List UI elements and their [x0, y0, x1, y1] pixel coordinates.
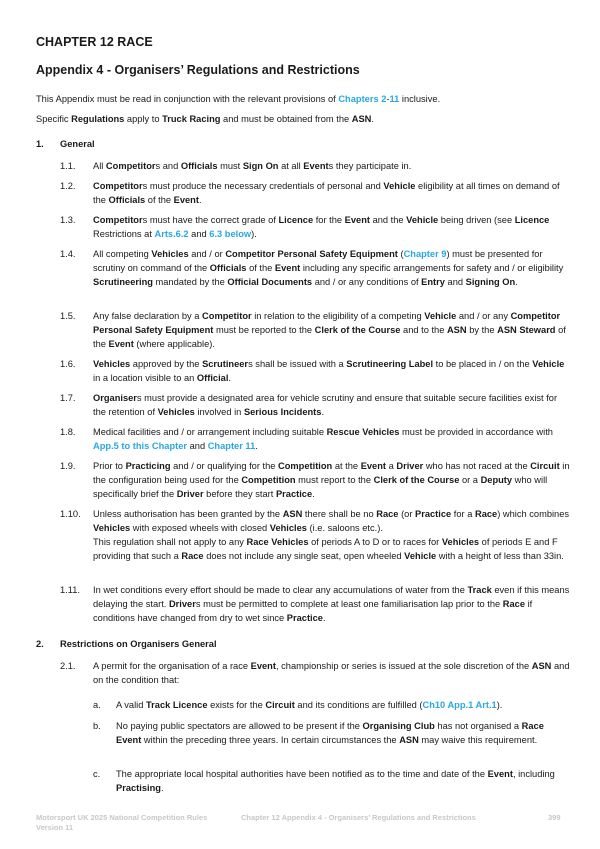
rule-text: Competitors must produce the necessary credentials of personal and Vehicle eligibility at all times on demand of the Officials of the Event. — [93, 181, 560, 205]
rule-text: All competing Vehicles and / or Competitor Personal Safety Equipment (Chapter 9) must be presented for scrutiny on command of the Officials of the Event including any specific arrangements for safety and / or eligibility Scrutineering mandated by the Official Documents and / or any conditions of Entry and Signing On. — [93, 249, 564, 287]
page-number: 399 — [548, 813, 561, 822]
rule-text: Competitors must have the correct grade of Licence for the Event and the Vehicle being driven (see Licence Restrictions at Arts.6.2 and 6.3 below). — [93, 215, 550, 239]
footer-publication — [36, 813, 207, 833]
defined-term: Competitor Personal Safety Equipment — [225, 249, 398, 259]
chapter-heading: CHAPTER 12 RACE — [36, 35, 153, 49]
sub-item-letter: c. — [93, 769, 101, 779]
rule-number: 1.7. — [60, 393, 76, 403]
defined-term: Event — [108, 339, 134, 349]
defined-term: Serious Incidents — [243, 407, 322, 417]
rule-item — [60, 425, 570, 453]
defined-term: Driver — [396, 461, 424, 471]
defined-term: Entry — [421, 277, 445, 287]
defined-term: Event — [303, 161, 329, 171]
defined-term: Scrutineering Label — [346, 359, 434, 369]
defined-term: Officials — [180, 161, 218, 171]
rule-text: All Competitors and Officials must Sign On at all Events they participate in. — [93, 161, 412, 171]
defined-term: Clerk of the Course — [373, 475, 460, 485]
defined-term: Licence — [278, 215, 314, 225]
section-number: 2. — [36, 639, 44, 649]
defined-term: Race — [502, 599, 526, 609]
rule-item — [60, 391, 570, 419]
defined-term: ASN — [446, 325, 467, 335]
defined-term: Circuit — [265, 700, 295, 710]
rule-number: 1.5. — [60, 311, 76, 321]
intro-paragraph: This Appendix must be read in conjunction with the relevant provisions of Chapters 2-11 inclusive. — [36, 94, 441, 104]
intro-paragraph: Specific Regulations apply to Truck Racing and must be obtained from the ASN. — [36, 114, 374, 124]
defined-term: Vehicles — [151, 249, 189, 259]
defined-term: Driver — [176, 489, 204, 499]
defined-term: Organiser — [93, 393, 137, 403]
defined-term: Race — [181, 551, 204, 561]
defined-term: Organising Club — [362, 721, 435, 731]
footer-publication-title: Motorsport UK 2025 National Competition Rules — [36, 813, 208, 822]
defined-term: Clerk of the Course — [314, 325, 401, 335]
rule-item — [60, 459, 570, 501]
defined-term: Practice — [286, 613, 323, 623]
defined-term: Race Event — [116, 721, 544, 745]
sub-item — [93, 698, 570, 712]
defined-term: Competitor Personal Safety Equipment — [93, 311, 561, 335]
defined-term: ASN Steward — [497, 325, 556, 335]
defined-term: Vehicles — [93, 523, 131, 533]
sub-item-letter: a. — [93, 700, 101, 710]
rule-number: 1.11. — [60, 585, 80, 595]
section-title: Restrictions on Organisers General — [60, 639, 217, 649]
defined-term: Vehicle — [383, 181, 416, 191]
sub-item-text: The appropriate local hospital authorities have been notified as to the time and date of the Event, including Practising. — [116, 769, 555, 793]
defined-term: Track Licence — [145, 700, 208, 710]
defined-term: Officials — [209, 263, 247, 273]
defined-term: ASN — [282, 509, 303, 519]
defined-term: Vehicles — [269, 523, 307, 533]
defined-term: Practice — [275, 489, 313, 499]
defined-term: Vehicle — [424, 311, 457, 321]
rule-item — [60, 507, 570, 563]
cross-reference-link[interactable]: 11 — [389, 94, 400, 104]
cross-reference-link[interactable]: 6.3 below — [209, 229, 252, 239]
rule-text: Organisers must provide a designated area for vehicle scrutiny and ensure that suitable secure facilities exist for the retention of Vehicles involved in Serious Incidents. — [93, 393, 558, 417]
section-number: 1. — [36, 139, 44, 149]
defined-term: Vehicles — [157, 407, 195, 417]
defined-term: Vehicle — [404, 551, 437, 561]
rule-text: A permit for the organisation of a race Event, championship or series is issued at the sole discretion of the ASN and on the condition that: — [93, 661, 570, 685]
defined-term: Competition — [241, 475, 296, 485]
rule-number: 1.3. — [60, 215, 76, 225]
rule-text: Unless authorisation has been granted by the ASN there shall be no Race (or Practice for a Race) which combines Vehicles with exposed wheels with closed Vehicles (i.e. saloons etc.). This regulation shall not apply to any Race Vehicles of periods A to D or to races for Vehicles of periods E and F providing that such a Race does not include any single seat, open wheeled Vehicle with a height of less than 33in. — [93, 509, 570, 561]
defined-term: ASN — [351, 114, 372, 124]
defined-term: Event — [173, 195, 199, 205]
cross-reference-link[interactable]: Chapter 11 — [207, 441, 256, 451]
cross-reference-link[interactable]: Ch10 App.1 Art.1 — [422, 700, 497, 710]
rule-number: 1.1. — [60, 161, 76, 171]
defined-term: Competitor — [105, 161, 156, 171]
defined-term: Practising — [116, 783, 161, 793]
defined-term: Track — [467, 585, 492, 595]
rule-text: In wet conditions every effort should be made to clear any accumulations of water from the Track even if this means delaying the start. Drivers must be permitted to complete at least one familiarisation lap prior to the Race if conditions have changed from dry to wet since Practice. — [93, 585, 570, 623]
defined-term: Event — [344, 215, 370, 225]
rule-text: Prior to Practicing and / or qualifying for the Competition at the Event a Driver who has not raced at the Circuit in the configuration being used for the Competition must report to the Clerk of the Course or a Deputy who will specifically brief the Driver before they start Practice. — [93, 461, 570, 499]
rule-text: Medical facilities and / or arrangement including suitable Rescue Vehicles must be provided in accordance with App.5 to this Chapter and Chapter 11. — [93, 427, 553, 451]
defined-term: Official Documents — [227, 277, 313, 287]
sub-item — [93, 719, 570, 747]
defined-term: Rescue Vehicles — [326, 427, 400, 437]
rule-number: 1.10. — [60, 509, 81, 519]
defined-term: Event — [360, 461, 387, 471]
defined-term: Event — [274, 263, 301, 273]
rule-item — [60, 583, 570, 625]
defined-term: Competitor — [93, 181, 143, 191]
section-title: General — [60, 139, 95, 149]
cross-reference-link[interactable]: Chapter 9 — [403, 249, 447, 259]
defined-term: Driver — [168, 599, 196, 609]
rule-number: 1.6. — [60, 359, 76, 369]
defined-term: ASN — [399, 735, 419, 745]
defined-term: Vehicle — [406, 215, 439, 225]
rule-number: 2.1. — [60, 661, 76, 671]
rule-text: Any false declaration by a Competitor in relation to the eligibility of a competing Vehicle and / or any Competitor Personal Safety Equipment must be reported to the Clerk of the Course and to the ASN by the ASN Steward of the Event (where applicable). — [93, 311, 566, 349]
sub-item-text: No paying public spectators are allowed to be present if the Organising Club has not organised a Race Event within the preceding three years. In certain circumstances the ASN may waive this requirement. — [116, 721, 544, 745]
defined-term: Event — [487, 769, 513, 779]
defined-term: Race Vehicles — [246, 537, 309, 547]
rule-item — [60, 213, 570, 241]
defined-term: Race — [376, 509, 399, 519]
rule-item — [60, 309, 570, 351]
defined-term: Scrutineering — [93, 277, 153, 287]
defined-term: Vehicle — [532, 359, 565, 369]
sub-item-letter: b. — [93, 721, 101, 731]
defined-term: Scrutineer — [202, 359, 249, 369]
defined-term: Vehicles — [441, 537, 480, 547]
cross-reference-link[interactable]: Chapters 2 — [338, 94, 387, 104]
rule-number: 1.9. — [60, 461, 76, 471]
defined-term: Practicing — [125, 461, 171, 471]
rule-item — [60, 179, 570, 207]
rule-text: Vehicles approved by the Scrutineers shall be issued with a Scrutineering Label to be placed in / on the Vehicle in a location visible to an Official. — [93, 359, 565, 383]
defined-term: Truck Racing — [162, 114, 221, 124]
cross-reference-link[interactable]: Arts.6.2 — [154, 229, 189, 239]
rule-item — [60, 659, 570, 687]
defined-term: Sign On — [242, 161, 279, 171]
sub-item-text: A valid Track Licence exists for the Circuit and its conditions are fulfilled (Ch10 App.1 Art.1). — [116, 700, 503, 710]
defined-term: Practice — [415, 509, 452, 519]
defined-term: Circuit — [530, 461, 560, 471]
defined-term: Officials — [108, 195, 146, 205]
defined-term: ASN — [531, 661, 552, 671]
defined-term: Competitor — [93, 215, 143, 225]
appendix-title: Appendix 4 - Organisers’ Regulations and Restrictions — [36, 63, 360, 77]
defined-term: Official — [196, 373, 229, 383]
defined-term: Signing On — [465, 277, 516, 287]
defined-term: Licence — [514, 215, 550, 225]
defined-term: Deputy — [480, 475, 513, 485]
rule-number: 1.2. — [60, 181, 76, 191]
rule-number: 1.8. — [60, 427, 76, 437]
rule-item — [60, 357, 570, 385]
cross-reference-link[interactable]: App.5 to this Chapter — [93, 441, 188, 451]
defined-term: Event — [250, 661, 276, 671]
defined-term: Competitor — [202, 311, 252, 321]
rule-number: 1.4. — [60, 249, 76, 259]
defined-term: Competition — [278, 461, 333, 471]
footer-version: Version 11 — [36, 823, 74, 832]
sub-item — [93, 767, 570, 795]
rule-item — [60, 247, 570, 289]
defined-term: Vehicles — [93, 359, 131, 369]
defined-term: Race — [474, 509, 498, 519]
rule-item — [60, 159, 570, 173]
footer-chapter: Chapter 12 Appendix 4 - Organisers’ Regulations and Restrictions — [241, 813, 476, 822]
defined-term: Regulations — [71, 114, 125, 124]
